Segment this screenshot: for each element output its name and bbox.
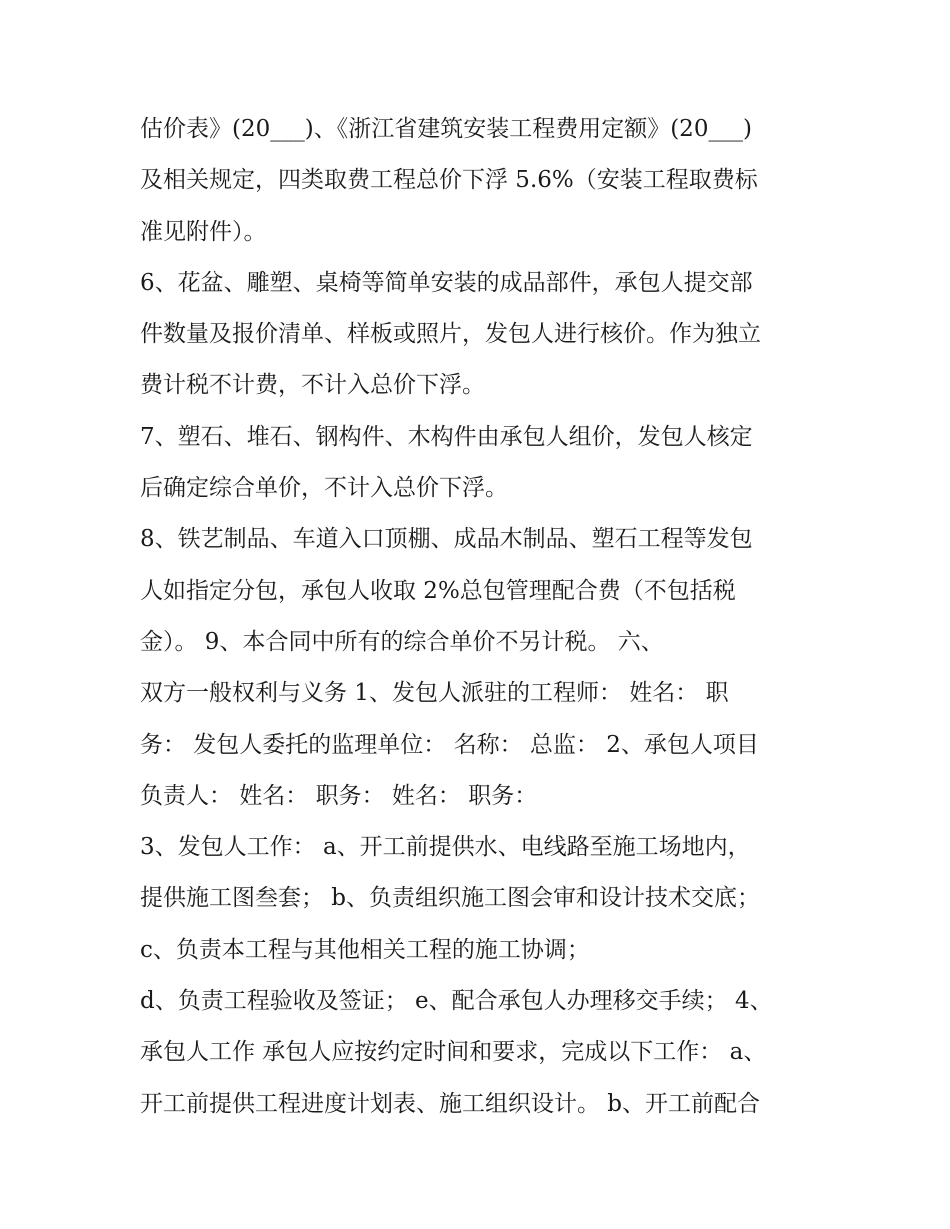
text-line: 提供施工图叁套； b、负责组织施工图会审和设计技术交底； bbox=[140, 885, 761, 912]
text-line: 负责人： 姓名： 职务： 姓名： 职务： bbox=[140, 782, 538, 809]
text-line: 件数量及报价清单、样板或照片，发包人进行核价。作为独立 bbox=[140, 321, 761, 348]
contract-text-body bbox=[140, 104, 830, 1130]
text-line: 后确定综合单价，不计入总价下浮。 bbox=[140, 475, 508, 502]
text-line: 双方一般权利与义务 1、发包人派驻的工程师： 姓名： 职 bbox=[140, 680, 729, 707]
text-line: 6、花盆、雕塑、桌椅等简单安装的成品部件，承包人提交部 bbox=[140, 269, 753, 296]
text-line: 承包人工作 承包人应按约定时间和要求，完成以下工作： a、 bbox=[140, 1039, 767, 1066]
text-line: 开工前提供工程进度计划表、施工组织设计。 b、开工前配合 bbox=[140, 1090, 761, 1117]
text-line: 7、塑石、堆石、钢构件、木构件由承包人组价，发包人核定 bbox=[140, 423, 753, 450]
text-line: 费计税不计费，不计入总价下浮。 bbox=[140, 372, 485, 399]
text-line: 准见附件）。 bbox=[140, 218, 267, 245]
text-line: 估价表》(20___)、《浙江省建筑安装工程费用定额》(20___) bbox=[140, 116, 752, 142]
text-line: c、负责本工程与其他相关工程的施工协调； bbox=[140, 936, 590, 963]
text-line: 8、铁艺制品、车道入口顶棚、成品木制品、塑石工程等发包 bbox=[140, 526, 753, 553]
text-line: d、负责工程验收及签证； e、配合承包人办理移交手续； 4、 bbox=[140, 988, 773, 1015]
text-line: 及相关规定，四类取费工程总价下浮 5.6%（安装工程取费标 bbox=[140, 167, 758, 194]
text-line: 金）。 9、本合同中所有的综合单价不另计税。 六、 bbox=[140, 628, 664, 655]
text-line: 3、发包人工作： a、开工前提供水、电线路至施工场地内， bbox=[140, 834, 751, 861]
text-line: 务： 发包人委托的监理单位： 名称： 总监： 2、承包人项目 bbox=[140, 731, 759, 758]
text-line: 人如指定分包，承包人收取 2%总包管理配合费（不包括税 bbox=[140, 577, 736, 604]
